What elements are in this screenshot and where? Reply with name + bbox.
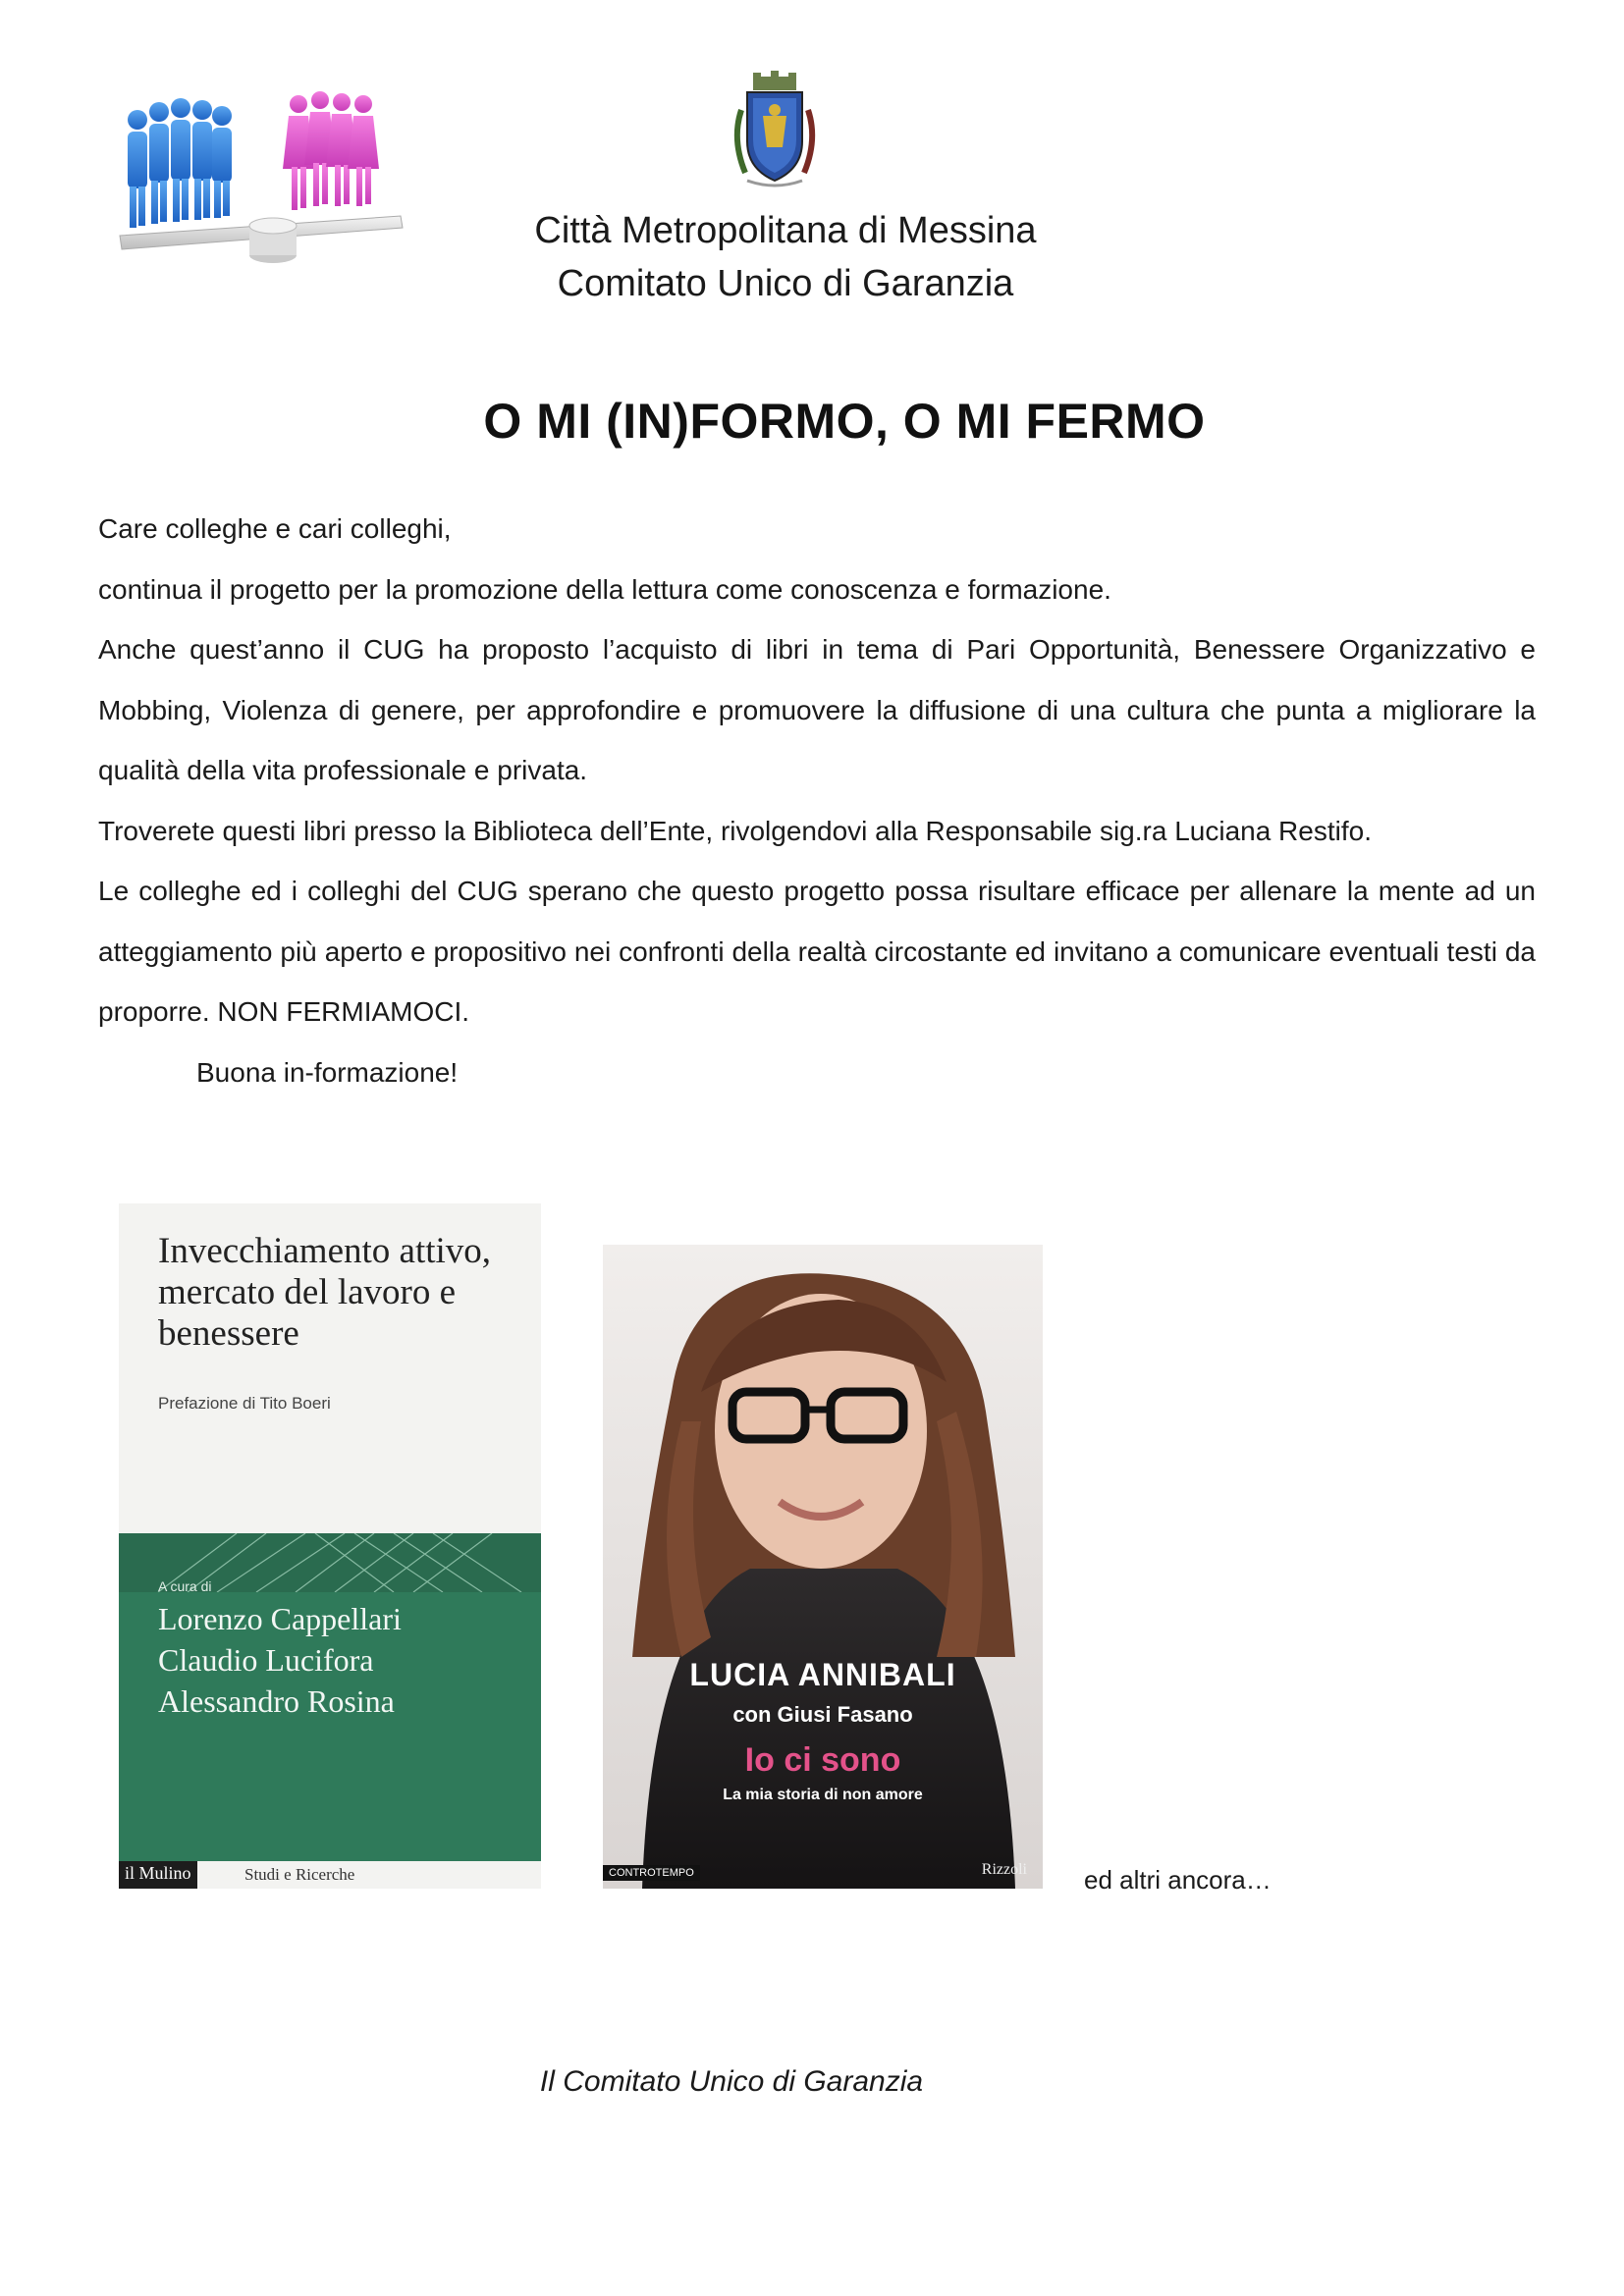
book1-preface: Prefazione di Tito Boeri: [158, 1394, 331, 1413]
paragraph-library: Troverete questi libri presso la Biblioteca dell’Ente, rivolgendovi alla Responsabile sig.ra Luciana Restifo.: [98, 815, 1372, 846]
others-note: ed altri ancora…: [1084, 1865, 1272, 1895]
book2-publisher: Rizzoli: [981, 1861, 1027, 1878]
org-name: Città Metropolitana di Messina: [534, 210, 1037, 251]
book1-author: Claudio Lucifora: [158, 1642, 374, 1678]
signature: Il Comitato Unico di Garanzia: [539, 2065, 924, 2098]
greeting: Care colleghe e cari colleghi,: [98, 513, 452, 544]
paragraph-books: Anche quest’anno il CUG ha proposto l’acquisto di libri in tema di Pari Opportunità, Benessere Organizzativo e Mobbing, Violenza di genere, per approfondire e promuovere la diffusione di una cultura che punta a migliorare la qualità della vita professionale e privata.: [98, 634, 1536, 785]
paragraph-hope: Le colleghe ed i colleghi del CUG sperano che questo progetto possa risultare efficace per allenare la mente ad un atteggiamento più aperto e propositivo nei confronti della realtà circostante ed invitano a comunicare eventuali testi da proporre. NON FERMIAMOCI.: [98, 876, 1536, 1027]
book1-edited-by: A cura di: [158, 1578, 212, 1594]
committee-name: Comitato Unico di Garanzia: [557, 263, 1014, 304]
book1-authors: [158, 1602, 402, 1726]
book1-title: Invecchiamento attivo, mercato del lavoro e benessere: [158, 1231, 492, 1354]
book1-author: Lorenzo Cappellari: [158, 1601, 402, 1636]
book1-series: Studi e Ricerche: [244, 1865, 355, 1884]
closing-wish: Buona in-formazione!: [196, 1056, 459, 1088]
book2-subtitle: La mia storia di non amore: [723, 1787, 923, 1803]
book-cover-io-ci-sono: [603, 1245, 1043, 1889]
paragraph-project: continua il progetto per la promozione della lettura come conoscenza e formazione.: [98, 573, 1111, 605]
book1-publisher: il Mulino: [119, 1861, 197, 1889]
book1-footer: [119, 1861, 541, 1889]
book1-author: Alessandro Rosina: [158, 1683, 395, 1719]
city-crest-icon: [728, 71, 822, 194]
book2-author: LUCIA ANNIBALI: [689, 1657, 956, 1692]
book2-coauthor: con Giusi Fasano: [732, 1702, 913, 1727]
page-title: O MI (IN)FORMO, O MI FERMO: [483, 394, 1206, 449]
book2-series: CONTROTEMPO: [603, 1865, 700, 1881]
book2-title: Io ci sono: [744, 1741, 901, 1779]
book-cover-invecchiamento: [119, 1203, 541, 1889]
gender-equality-logo: [116, 90, 410, 282]
letter-body: [98, 499, 1536, 1102]
